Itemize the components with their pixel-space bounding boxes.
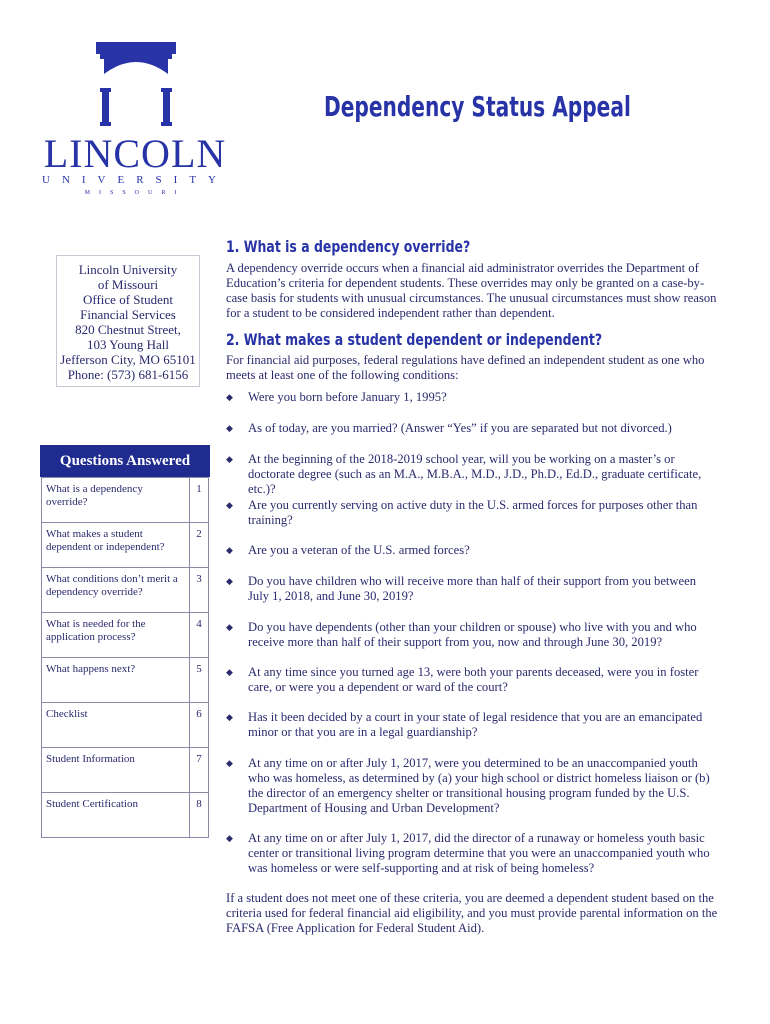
question-label: Student Certification [42, 793, 190, 838]
question-page-number: 1 [190, 478, 209, 523]
address-line: Office of Student [82, 292, 174, 307]
list-item [226, 574, 720, 604]
question-page-number: 7 [190, 748, 209, 793]
address-line: Phone: (573) 681-6156 [67, 367, 189, 382]
list-item [226, 710, 720, 740]
table-row [42, 793, 209, 838]
diamond-bullet-icon: ◆ [226, 545, 233, 555]
address-line: 820 Chestnut Street, [75, 322, 181, 337]
list-item-text: At any time on or after July 1, 2017, were you determined to be an unaccompanied youth who was homeless, as determined by (a) your high school or district homeless liaison or (b) the director of an emergency shelter or transitional housing program funded by the U.S. Department of Housing and Urban Development? [248, 756, 710, 815]
list-item [226, 390, 720, 405]
question-page-number: 8 [190, 793, 209, 838]
address-line: 103 Young Hall [87, 337, 169, 352]
columns-arch-icon [30, 40, 240, 130]
diamond-bullet-icon: ◆ [226, 392, 233, 402]
question-page-number: 6 [190, 703, 209, 748]
table-row [42, 703, 209, 748]
diamond-bullet-icon: ◆ [226, 622, 233, 632]
diamond-bullet-icon: ◆ [226, 758, 233, 768]
question-label: What is needed for the application process? [42, 613, 190, 658]
list-item [226, 421, 720, 436]
question-page-number: 3 [190, 568, 209, 613]
section-2-heading: 2. What makes a student dependent or independent? [226, 330, 603, 349]
list-item-text: Has it been decided by a court in your state of legal residence that you are an emancipated minor or that you are in a legal guardianship? [248, 710, 703, 739]
list-item-text: Do you have dependents (other than your children or spouse) who live with you and who receive more than half of their support from you, now and through June 30, 2019? [248, 620, 697, 649]
diamond-bullet-icon: ◆ [226, 667, 233, 677]
question-page-number: 2 [190, 523, 209, 568]
question-label: What conditions don’t merit a dependency override? [42, 568, 190, 613]
question-label: Student Information [42, 748, 190, 793]
diamond-bullet-icon: ◆ [226, 576, 233, 586]
question-label: Checklist [42, 703, 190, 748]
address-line: of Missouri [97, 277, 159, 292]
section-2-intro: For financial aid purposes, federal regulations have defined an independent student as one who meets at least one of the following conditions: [226, 353, 705, 382]
address-line: Jefferson City, MO 65101 [60, 352, 196, 367]
section-1-body: A dependency override occurs when a financial aid administrator overrides the Department of Education’s criteria for dependent students. These overrides may only be granted on a case-by-case basis for students with unusual circumstances. The unusual circumstances must show reason for a student to be considered independent rather than dependent. [226, 261, 717, 320]
list-item [226, 665, 720, 695]
address-line: Financial Services [80, 307, 176, 322]
list-item [226, 498, 720, 528]
list-item-text: At the beginning of the 2018-2019 school year, will you be working on a master’s or doctorate degree (such as an M.A., M.B.A., M.D., J.D., Ph.D., Ed.D., graduate certificate, etc.)? [248, 452, 702, 496]
table-row [42, 748, 209, 793]
table-row [42, 478, 209, 523]
list-item-text: Are you a veteran of the U.S. armed forces? [248, 543, 470, 557]
list-item-text: At any time since you turned age 13, were both your parents deceased, were you in foster care, or were you a dependent or ward of the court? [248, 665, 699, 694]
question-page-number: 5 [190, 658, 209, 703]
list-item [226, 543, 720, 558]
diamond-bullet-icon: ◆ [226, 423, 233, 433]
address-line: Lincoln University [78, 262, 178, 277]
question-label: What is a dependency override? [42, 478, 190, 523]
list-item [226, 452, 720, 497]
lincoln-university-logo [30, 40, 240, 210]
question-label: What makes a student dependent or independent? [42, 523, 190, 568]
diamond-bullet-icon: ◆ [226, 712, 233, 722]
list-item [226, 756, 720, 816]
list-item-text: Were you born before January 1, 1995? [248, 390, 447, 404]
logo-wordmark: LINCOLN [43, 131, 227, 176]
table-row [42, 658, 209, 703]
logo-subtitle: UNIVERSITY [42, 174, 228, 186]
diamond-bullet-icon: ◆ [226, 500, 233, 510]
list-item-text: At any time on or after July 1, 2017, did the director of a runaway or homeless youth basic center or transitional living program determine that you were an unaccompanied youth who was homeless or were self-supporting and at risk of being homeless? [248, 831, 710, 875]
list-item [226, 831, 720, 876]
questions-table [41, 477, 209, 838]
list-item-text: As of today, are you married? (Answer “Yes” if you are separated but not divorced.) [248, 421, 672, 435]
table-row [42, 568, 209, 613]
address-box [56, 255, 200, 387]
section-1-heading: 1. What is a dependency override? [226, 237, 471, 256]
question-label: What happens next? [42, 658, 190, 703]
list-item-text: Are you currently serving on active duty in the U.S. armed forces for purposes other than training? [248, 498, 698, 527]
questions-answered-header: Questions Answered [40, 445, 210, 477]
list-item [226, 620, 720, 650]
closing-paragraph: If a student does not meet one of these criteria, you are deemed a dependent student based on the criteria used for federal financial aid eligibility, and you must provide parental information on the FAFSA (Free Application for Federal Student Aid). [226, 891, 718, 935]
list-item-text: Do you have children who will receive more than half of their support from you between July 1, 2018, and June 30, 2019? [248, 574, 696, 603]
table-row [42, 613, 209, 658]
question-page-number: 4 [190, 613, 209, 658]
logo-state: MISSOURI [84, 190, 186, 196]
table-row [42, 523, 209, 568]
diamond-bullet-icon: ◆ [226, 454, 233, 464]
diamond-bullet-icon: ◆ [226, 833, 233, 843]
page-title: Dependency Status Appeal [324, 90, 631, 123]
